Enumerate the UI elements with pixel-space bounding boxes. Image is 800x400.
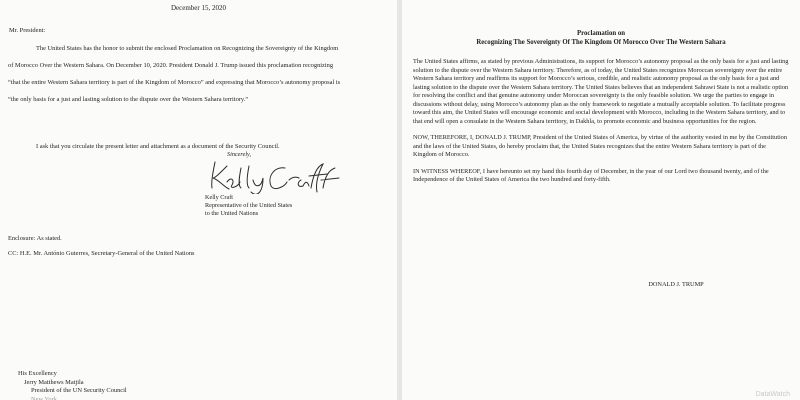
proclamation-title-line-1: Proclamation on <box>576 30 626 37</box>
signer-title-line-2: to the United Nations <box>205 210 259 217</box>
addressee-line-3: President of the UN Security Council <box>31 387 127 395</box>
addressee-line-1: His Excellency <box>18 370 57 377</box>
handwritten-signature <box>205 158 345 194</box>
signature-block <box>205 151 355 218</box>
proclamation-paragraph-2: NOW, THEREFORE, I, DONALD J. TRUMP, President of the United States of America, by virtue of the authority vested in me by the Constitution and the laws of the United States, do hereby proclaim that, the United States recognizes that the entire Western Sahara territory is part of the Kingdom of Morocco. <box>413 134 787 158</box>
addressee-block <box>18 370 127 400</box>
letter-paragraph-2-text: I ask that you circulate the present letter and attachment as a document of the Security Council. <box>36 143 280 150</box>
cc-line: CC: H.E. Mr. António Guterres, Secretary-General of the United Nations <box>8 250 195 257</box>
signer-title-line-1: Representative of the United States <box>205 202 293 209</box>
salutation: Mr. President: <box>9 27 46 34</box>
proclamation-body <box>413 58 789 193</box>
letter-paragraph-1-text: The United States has the honor to submit the enclosed Proclamation on Recognizing the Sovereignty of the Kingdom of Morocco Over the Western Sahara. On December 10, 2020. President Donald J. Trump issued this proclamation recognizing “that the entire Western Sahara territory is part of the Kingdom of Morocco” and expressing that Morocco’s autonomy proposal is “the only basis for a just and lasting solution to the dispute over the Western Sahara territory.” <box>8 45 341 103</box>
watermark: DataWatch <box>755 391 790 398</box>
signer-name: Kelly Craft <box>205 194 234 201</box>
proclamation-title-line-2: Recognizing The Sovereignty Of The Kingdom Of Morocco Over The Western Sahara <box>476 38 726 46</box>
proclamation-page <box>402 0 800 400</box>
proclamation-signature: DONALD J. TRUMP <box>648 281 704 288</box>
proclamation-title <box>402 30 800 47</box>
proclamation-paragraph-1: The United States affirms, as stated by previous Administrations, its support for Morocco’s autonomy proposal as the only basis for a just and lasting solution to the dispute over the Western Sahara territory. Therefore, as of today, the United States recognizes Moroccan sovereignty over the entire Western Sahara territory and reaffirms its support for Morocco’s serious, credible, and realistic autonomy proposal as the only basis for a just and lasting solution to the dispute over the Western Sahara territory. The United States believes that an independent Sahrawi State is not a realistic option for resolving the conflict and that genuine autonomy under Moroccan sovereignty is the only feasible solution. We urge the parties to engage in discussions without delay, using Morocco’s autonomy plan as the only framework to negotiate a mutually acceptable solution. To facilitate progress toward this aim, the United States will encourage economic and social development with Morocco, including in the Western Sahara territory, and to that end will open a consulate in the Western Sahara territory, in Dakhla, to promote economic and business opportunities for the region. <box>413 58 789 125</box>
enclosure-line: Enclosure: As stated. <box>8 235 62 242</box>
proclamation-paragraph-3: IN WITNESS WHEREOF, I have hereunto set my hand this fourth day of December, in the year of our Lord two thousand twenty, and of the Independence of the United States of America the two hundred and forty-fifth. <box>413 167 769 183</box>
letter-paragraph-1 <box>8 40 343 108</box>
closing: Sincerely, <box>227 151 251 158</box>
letter-page <box>0 0 397 400</box>
addressee-line-4: New York <box>31 395 57 400</box>
addressee-line-2: Jerry Matthews Matjila <box>24 378 84 386</box>
letter-date: December 15, 2020 <box>170 4 226 12</box>
